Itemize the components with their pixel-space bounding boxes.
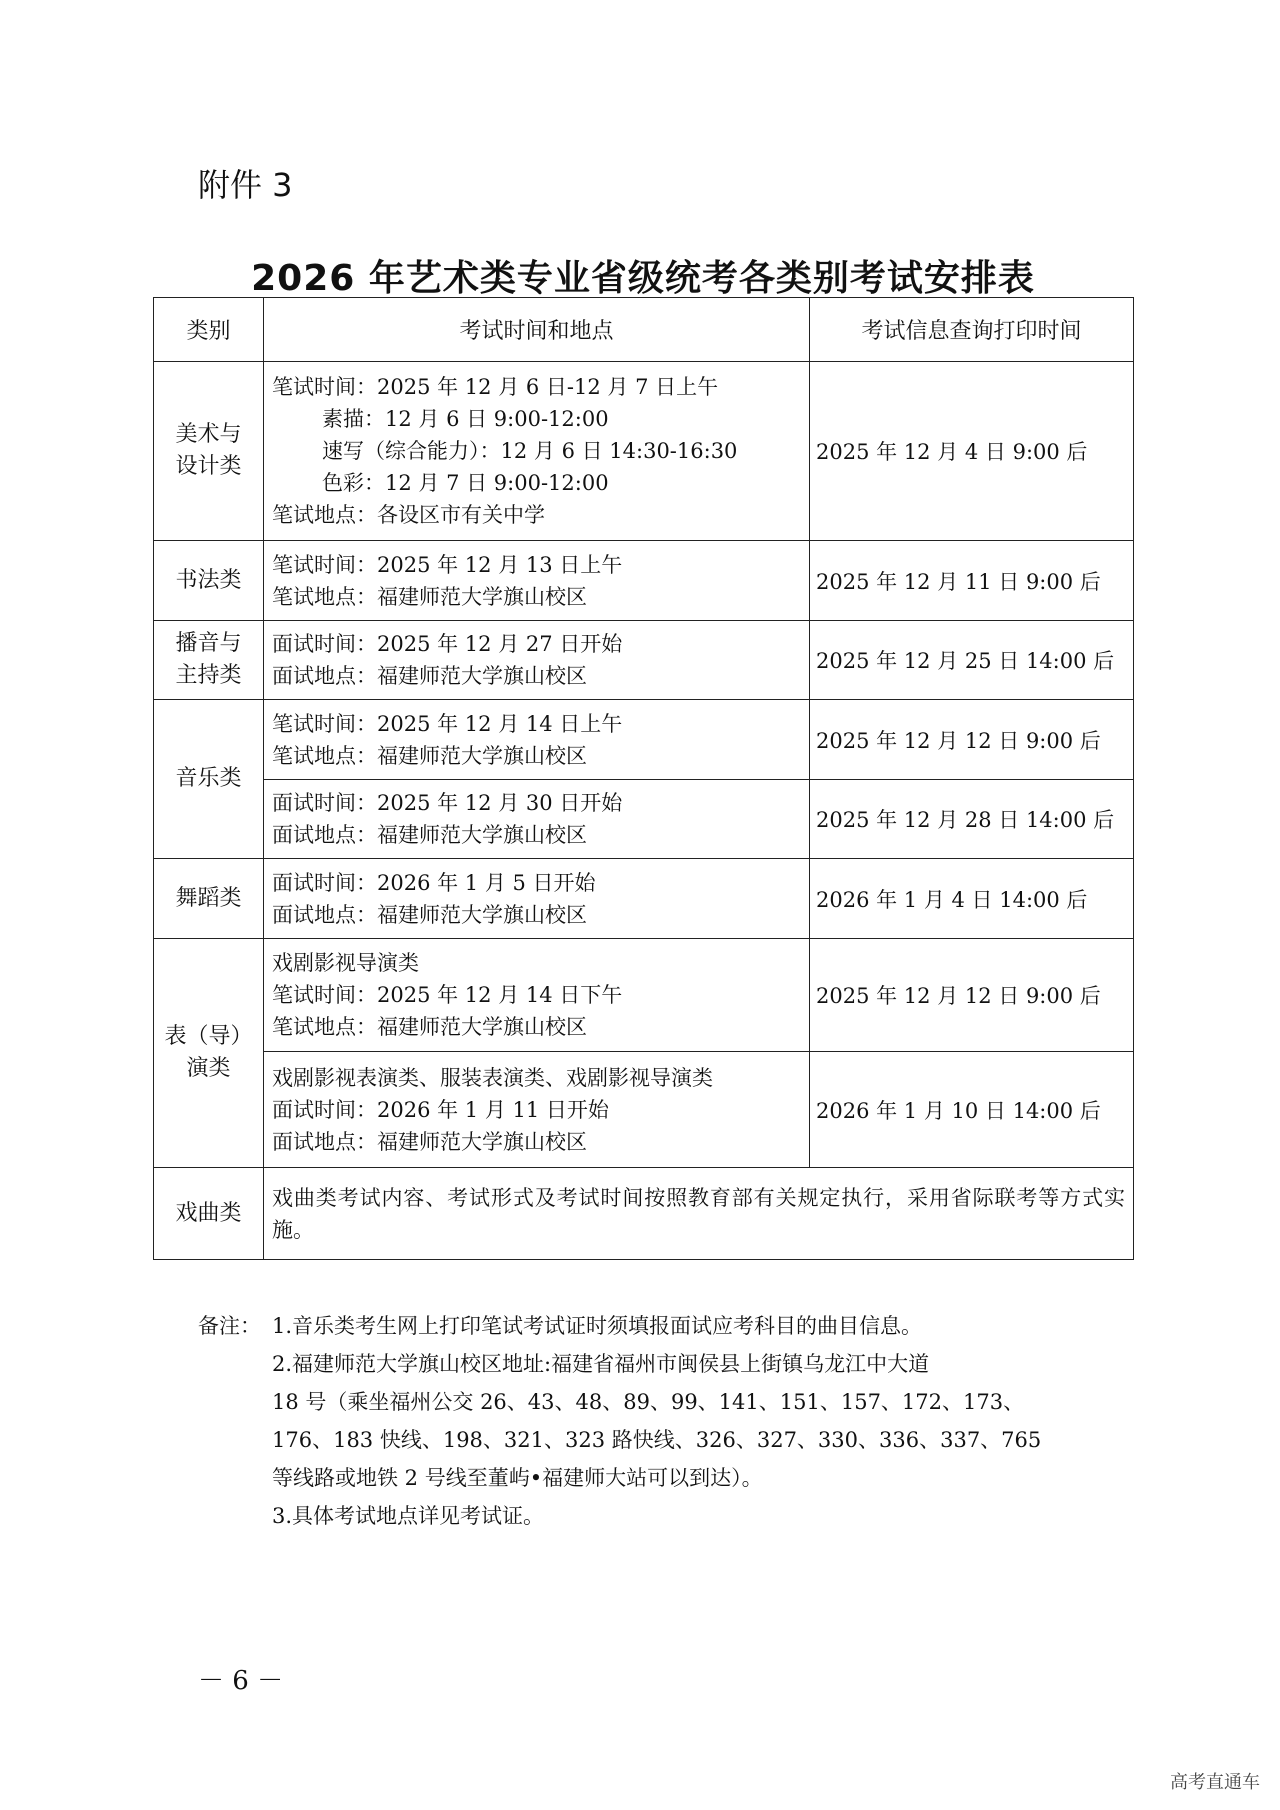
time-place-cell	[264, 780, 810, 859]
print-time-cell: 2025 年 12 月 11 日 9:00 后	[810, 541, 1134, 621]
text-line: 笔试时间：2025 年 12 月 13 日上午	[272, 552, 623, 577]
note-text: 176、183 快线、198、321、323 路快线、326、327、330、336、337、765	[272, 1428, 1042, 1452]
text-line: 面试时间：2026 年 1 月 11 日开始	[272, 1097, 609, 1122]
table-header-row	[154, 298, 1134, 362]
category-cell	[154, 939, 264, 1168]
text-line: 笔试时间：2025 年 12 月 6 日-12 月 7 日上午	[272, 375, 719, 399]
text-line: 戏剧影视表演类、服装表演类、戏剧影视导演类	[272, 1065, 713, 1090]
note-text: 18 号（乘坐福州公交 26、43、48、89、99、141、151、157、172、173、	[272, 1390, 1025, 1414]
category-line: 美术与	[175, 422, 242, 447]
category-cell: 舞蹈类	[154, 859, 264, 939]
category-cell	[154, 362, 264, 541]
category-cell: 音乐类	[154, 700, 264, 859]
table-row-dance	[154, 859, 1134, 939]
text-line: 面试地点：福建师范大学旗山校区	[272, 902, 587, 927]
category-line: 播音与	[175, 631, 242, 656]
text-line: 面试时间：2025 年 12 月 27 日开始	[272, 632, 623, 656]
print-time-cell: 2025 年 12 月 4 日 9:00 后	[810, 362, 1134, 541]
print-time-cell: 2026 年 1 月 4 日 14:00 后	[810, 859, 1134, 939]
watermark: 高考直通车	[1170, 1772, 1260, 1793]
note-text: 3.具体考试地点详见考试证。	[272, 1504, 545, 1528]
text-line: 素描：12 月 6 日 9:00-12:00	[322, 407, 609, 431]
header-print-time: 考试信息查询打印时间	[810, 298, 1134, 362]
text-line: 面试地点：福建师范大学旗山校区	[272, 823, 587, 847]
time-place-cell	[264, 1052, 810, 1168]
time-place-cell	[264, 700, 810, 780]
exam-schedule-table	[153, 297, 1134, 1260]
page-number: － 6 －	[198, 1666, 284, 1696]
text-line: 面试时间：2025 年 12 月 30 日开始	[272, 791, 623, 815]
table-row-broadcast	[154, 621, 1134, 700]
note-text: 等线路或地铁 2 号线至董屿•福建师大站可以到达）。	[272, 1466, 763, 1490]
category-cell: 戏曲类	[154, 1168, 264, 1260]
notes-label: 备注：	[198, 1314, 261, 1338]
text-line: 笔试地点：福建师范大学旗山校区	[272, 1015, 587, 1039]
page-title: 2026 年艺术类专业省级统考各类别考试安排表	[251, 258, 1035, 299]
text-line: 笔试地点：福建师范大学旗山校区	[272, 584, 587, 609]
time-place-cell	[264, 621, 810, 700]
header-time-place: 考试时间和地点	[264, 298, 810, 362]
text-line: 面试时间：2026 年 1 月 5 日开始	[272, 870, 596, 895]
category-line: 表（导）	[164, 1024, 253, 1049]
print-time-cell: 2025 年 12 月 28 日 14:00 后	[810, 780, 1134, 859]
time-place-cell	[264, 362, 810, 541]
print-time-cell: 2025 年 12 月 12 日 9:00 后	[810, 939, 1134, 1052]
text-line: 笔试时间：2025 年 12 月 14 日下午	[272, 983, 623, 1007]
text-line: 笔试地点：各设区市有关中学	[272, 503, 545, 527]
text-line: 笔试时间：2025 年 12 月 14 日上午	[272, 711, 623, 736]
category-line: 设计类	[175, 454, 242, 479]
table-row-acting-performance	[154, 1052, 1134, 1168]
attachment-label: 附件 3	[198, 166, 293, 204]
note-text: 2.福建师范大学旗山校区地址:福建省福州市闽侯县上街镇乌龙江中大道	[272, 1352, 930, 1376]
print-time-cell: 2025 年 12 月 25 日 14:00 后	[810, 621, 1134, 700]
table-row-music-written	[154, 700, 1134, 780]
text-line: 色彩：12 月 7 日 9:00-12:00	[322, 471, 609, 495]
category-cell: 书法类	[154, 541, 264, 621]
category-cell	[154, 621, 264, 700]
table-row-art	[154, 362, 1134, 541]
opera-note-text: 戏曲类考试内容、考试形式及考试时间按照教育部有关规定执行，采用省际联考等方式实施。	[272, 1185, 1125, 1242]
table-row-acting-director	[154, 939, 1134, 1052]
category-line: 主持类	[175, 663, 242, 688]
category-line: 演类	[186, 1056, 231, 1081]
time-place-cell	[264, 939, 810, 1052]
text-line: 戏剧影视导演类	[272, 951, 419, 975]
table-row-opera	[154, 1168, 1134, 1260]
notes-section	[198, 1307, 1118, 1535]
note-text: 1.音乐类考生网上打印笔试考试证时须填报面试应考科目的曲目信息。	[272, 1314, 923, 1338]
opera-note-cell	[264, 1168, 1134, 1260]
time-place-cell	[264, 541, 810, 621]
table-row-music-interview	[154, 780, 1134, 859]
print-time-cell: 2026 年 1 月 10 日 14:00 后	[810, 1052, 1134, 1168]
print-time-cell: 2025 年 12 月 12 日 9:00 后	[810, 700, 1134, 780]
time-place-cell	[264, 859, 810, 939]
header-category: 类别	[154, 298, 264, 362]
text-line: 面试地点：福建师范大学旗山校区	[272, 664, 587, 688]
table-row-calligraphy	[154, 541, 1134, 621]
note-row	[198, 1307, 1118, 1345]
text-line: 面试地点：福建师范大学旗山校区	[272, 1129, 587, 1154]
text-line: 速写（综合能力）：12 月 6 日 14:30-16:30	[322, 439, 738, 463]
text-line: 笔试地点：福建师范大学旗山校区	[272, 743, 587, 768]
